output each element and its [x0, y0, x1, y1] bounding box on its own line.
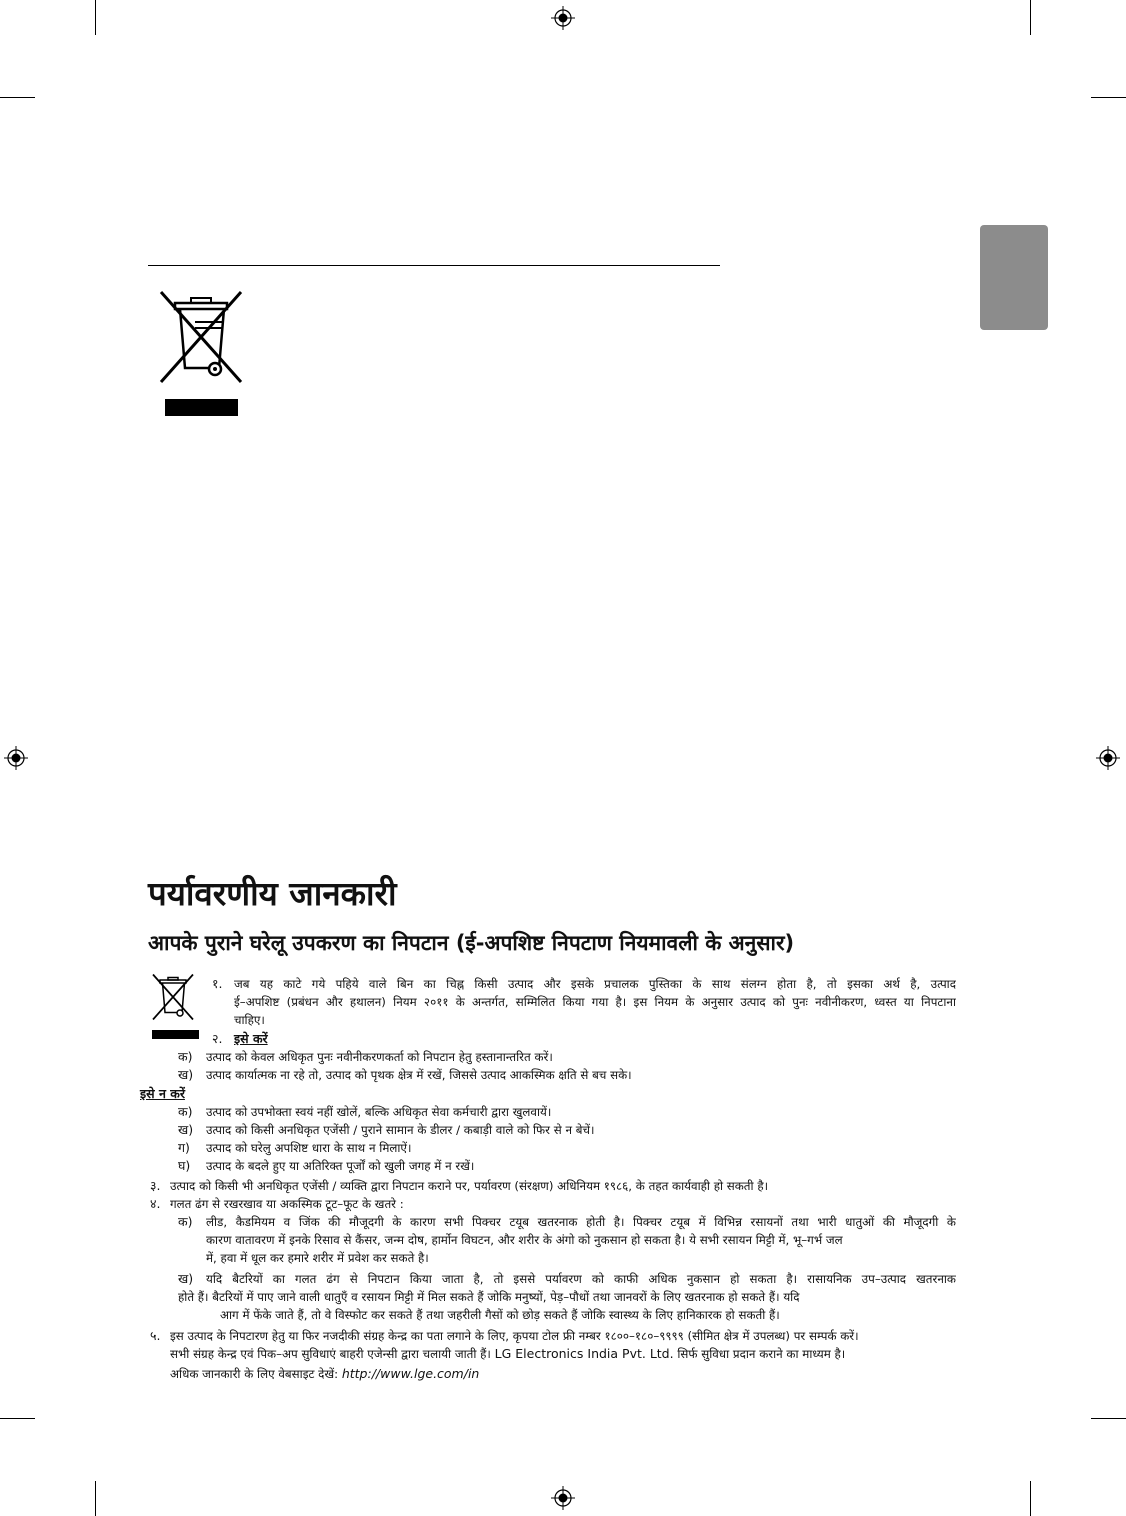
dont-item-b: उत्पाद को किसी अनधिकृत एजेंसी / पुराने सामान के डीलर / कबाड़ी वाले को फिर से न बेचें।	[206, 1123, 595, 1137]
registration-mark-icon	[551, 1486, 575, 1510]
list-number: ३.	[150, 1178, 161, 1193]
text-line	[170, 1345, 845, 1363]
list-marker: ख)	[178, 1122, 194, 1137]
page-title: पर्यावरणीय जानकारी	[148, 874, 397, 913]
crop-mark	[95, 0, 96, 35]
crop-mark	[1091, 1418, 1126, 1419]
text-segment: अधिक जानकारी के लिए वेबसाइट देखें:	[170, 1367, 342, 1381]
text-line	[170, 1365, 479, 1383]
text-segment: सिर्फ सुविधा प्रदान कराने का माध्यम है।	[673, 1347, 846, 1361]
text-line: इस उत्पाद के निपटारण हेतु या फिर नजदीकी संग्रह केन्द्र का पता लगाने के लिए, कृपया टोल फ्री नम्बर १८००–१८०–९९९९ (सीमित क्षेत्र में उपलब्ध) पर सम्पर्क करें।	[170, 1329, 859, 1343]
language-tab	[980, 225, 1048, 330]
list-number: २.	[212, 1031, 223, 1046]
do-item-b: उत्पाद कार्यात्मक ना रहे तो, उत्पाद को पृथक क्षेत्र में रखें, जिससे उत्पाद आकस्मिक क्षति से बच सके।	[206, 1068, 632, 1082]
list-marker: क)	[178, 1214, 193, 1229]
crop-mark	[1030, 1481, 1031, 1516]
list-number: १.	[212, 976, 223, 991]
bin-underline-bar	[165, 399, 238, 416]
do-item-a: उत्पाद को केवल अधिकृत पुनः नवीनीकरणकर्ता को निपटान हेतु हस्तानान्तरित करें।	[206, 1050, 553, 1064]
website-link[interactable]: http://www.lge.com/in	[341, 1366, 480, 1381]
crop-mark	[0, 1418, 35, 1419]
paragraph-4b	[206, 1270, 956, 1288]
crop-mark	[0, 97, 35, 98]
crop-mark	[1030, 0, 1031, 35]
list-marker: घ)	[178, 1158, 191, 1173]
list-marker: क)	[178, 1104, 193, 1119]
text-line: में, हवा में धूल कर हमारे शरीर में प्रवेश कर सकते है।	[206, 1251, 429, 1265]
list-marker: ख)	[178, 1271, 194, 1286]
paragraph-3: उत्पाद को किसी भी अनधिकृत एजेंसी / व्यक्ति द्वारा निपटान कराने पर, पर्यावरण (संरक्षण) अधिनियम १९८६, के तहत कार्यवाही हो सकती है।	[170, 1179, 769, 1193]
text-line: ई–अपशिष्ट (प्रबंधन और हथालन) नियम २०११ के अन्तर्गत, सम्मिलित किया गया है। इस नियम के अनुसार उत्पाद को पुनः नवीनीकरण, ध्वस्त या निपटाना	[234, 995, 956, 1009]
crop-mark	[1091, 97, 1126, 98]
dont-heading: इसे न करें	[140, 1086, 185, 1101]
list-number: ५.	[150, 1328, 161, 1343]
company-name: LG Electronics India Pvt. Ltd.	[494, 1346, 674, 1361]
paragraph-5	[170, 1327, 956, 1345]
paragraph-4a	[206, 1213, 956, 1249]
crossed-bin-icon	[155, 288, 247, 390]
registration-mark-icon	[4, 746, 28, 770]
text-line: यदि बैटरियों का गलत ढंग से निपटान किया जाता है, तो इससे पर्यावरण को काफी अधिक नुकसान हो सकता है। रासायनिक उप–उत्पाद खतरनाक	[206, 1272, 956, 1286]
text-segment: सभी संग्रह केन्द्र एवं पिक–अप सुविधाएं बाहरी एजेन्सी द्वारा चलायी जाती हैं।	[170, 1347, 495, 1361]
text-line: जब यह काटे गये पहिये वाले बिन का चिह्न किसी उत्पाद और इसके प्रचालक पुस्तिका के साथ संलग्न होता है, तो इसका अर्थ है, उत्पाद	[234, 977, 956, 991]
dont-item-a: उत्पाद को उपभोक्ता स्वयं नहीं खोलें, बल्कि अधिकृत सेवा कर्मचारी द्वारा खुलवायें।	[206, 1105, 552, 1119]
list-marker: क)	[178, 1049, 193, 1064]
registration-mark-icon	[1096, 746, 1120, 770]
dont-item-d: उत्पाद के बदले हुए या अतिरिक्त पूर्जों को खुली जगह में न रखें।	[206, 1159, 475, 1173]
crossed-bin-icon	[150, 972, 196, 1024]
section-divider	[148, 265, 720, 266]
text-line: चाहिए।	[234, 1013, 265, 1027]
bin-underline-bar	[152, 1030, 199, 1039]
list-marker: ग)	[178, 1140, 190, 1155]
list-number: ४.	[150, 1196, 161, 1211]
text-line: कारण वातावरण में इनके रिसाव से कैंसर, जन्म दोष, हार्मोन विघटन, और शरीर के अंगो को नुकसान हो सकता है। ये सभी रसायन मिट्टी में, भू–गर्भ जल	[206, 1233, 843, 1247]
text-line: आग में फेंके जाते हैं, तो वे विस्फोट कर सकते हैं तथा जहरीली गैसों को छोड़ सकते हैं जोकि स्वास्थ्य के लिए हानिकारक हो सकती हैं।	[220, 1308, 780, 1322]
list-marker: ख)	[178, 1067, 194, 1082]
registration-mark-icon	[551, 6, 575, 30]
crop-mark	[95, 1481, 96, 1516]
text-line: होते हैं। बैटरियों में पाए जाने वाली धातुएँ व रसायन मिट्टी में मिल सकते हैं जोकि मनुष्यों, पेड़–पौधों तथा जानवरों के लिए खतरनाक हो सकते हैं। यदि	[178, 1290, 800, 1304]
do-heading: इसे करें	[234, 1031, 268, 1046]
page-subtitle: आपके पुराने घरेलू उपकरण का निपटान (ई-अपशिष्ट निपटाण नियमावली के अनुसार)	[148, 931, 795, 955]
paragraph-1	[234, 975, 956, 1029]
paragraph-4: गलत ढंग से रखरखाव या अकस्मिक टूट–फूट के खतरे :	[170, 1197, 404, 1211]
dont-item-c: उत्पाद को घरेलु अपशिष्ट धारा के साथ न मिलाऐं।	[206, 1141, 412, 1155]
text-line: लीड, कैडमियम व जिंक की मौजूदगी के कारण सभी पिक्चर टयूब खतरनाक होती है। पिक्चर टयूब में विभिन्न रसायनों तथा भारी धातुओं की मौजूदगी के	[206, 1215, 956, 1229]
